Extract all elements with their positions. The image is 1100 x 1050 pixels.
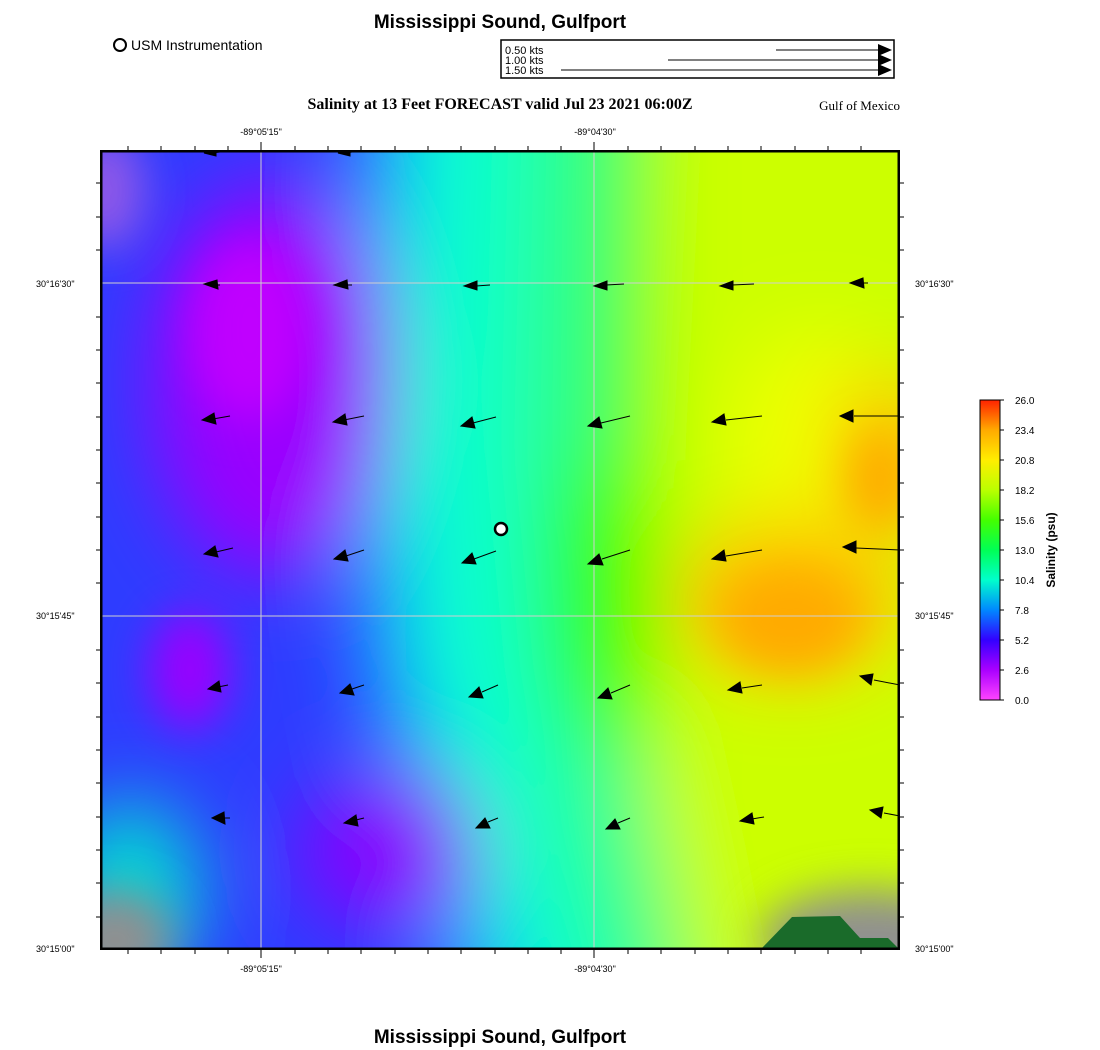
lon-label-bottom-left: -89°05'15" (240, 964, 282, 974)
colorbar-tick-label: 15.6 (1015, 516, 1035, 527)
footer-title: Mississippi Sound, Gulfport (373, 1027, 627, 1048)
station-legend-label: USM Instrumentation (131, 37, 263, 53)
map-title: Mississippi Sound, Gulfport (373, 12, 627, 33)
colorbar-tick-label: 26.0 (1015, 396, 1035, 407)
speed-legend-label: 1.50 kts (505, 65, 544, 77)
colorbar-tick-label: 7.8 (1015, 606, 1029, 617)
region-label: Gulf of Mexico (819, 98, 900, 113)
speed-legend-box (501, 40, 894, 78)
colorbar-tick-label: 13.0 (1015, 546, 1035, 557)
colorbar-tick-label: 5.2 (1015, 636, 1029, 647)
lat-label-right-middle: 30°15'45" (915, 611, 954, 621)
colorbar-gradient (980, 400, 1000, 700)
speed-legend-label: 1.00 kts (505, 55, 544, 67)
colorbar-tick-label: 0.0 (1015, 696, 1029, 706)
speed-legend (500, 39, 896, 80)
lat-label-left-middle: 30°15'45" (36, 611, 75, 621)
colorbar-tick-label: 18.2 (1015, 486, 1035, 497)
lat-label-left-bottom: 30°15'00" (36, 944, 75, 954)
speed-legend-label: 0.50 kts (505, 45, 544, 57)
lon-label-top-left: -89°05'15" (240, 127, 282, 137)
colorbar-tick-label: 20.8 (1015, 456, 1035, 467)
lat-label-right-bottom: 30°15'00" (915, 944, 954, 954)
lon-label-bottom-center: -89°04'30" (574, 964, 616, 974)
salinity-colorbar (975, 394, 1075, 706)
frame-ticks (92, 142, 908, 958)
colorbar-tick-label: 2.6 (1015, 666, 1029, 677)
colorbar-tick-label: 10.4 (1015, 576, 1035, 587)
lon-label-top-center: -89°04'30" (574, 127, 616, 137)
lat-label-left-top: 30°16'30" (36, 279, 75, 289)
station-legend (113, 37, 263, 53)
lat-label-right-top: 30°16'30" (915, 279, 954, 289)
colorbar-tick-label: 23.4 (1015, 426, 1035, 437)
map-subtitle: Salinity at 13 Feet FORECAST valid Jul 23 2021 06:00Z (307, 96, 693, 113)
station-marker-icon (113, 38, 127, 52)
colorbar-label: Salinity (psu) (1044, 512, 1058, 588)
